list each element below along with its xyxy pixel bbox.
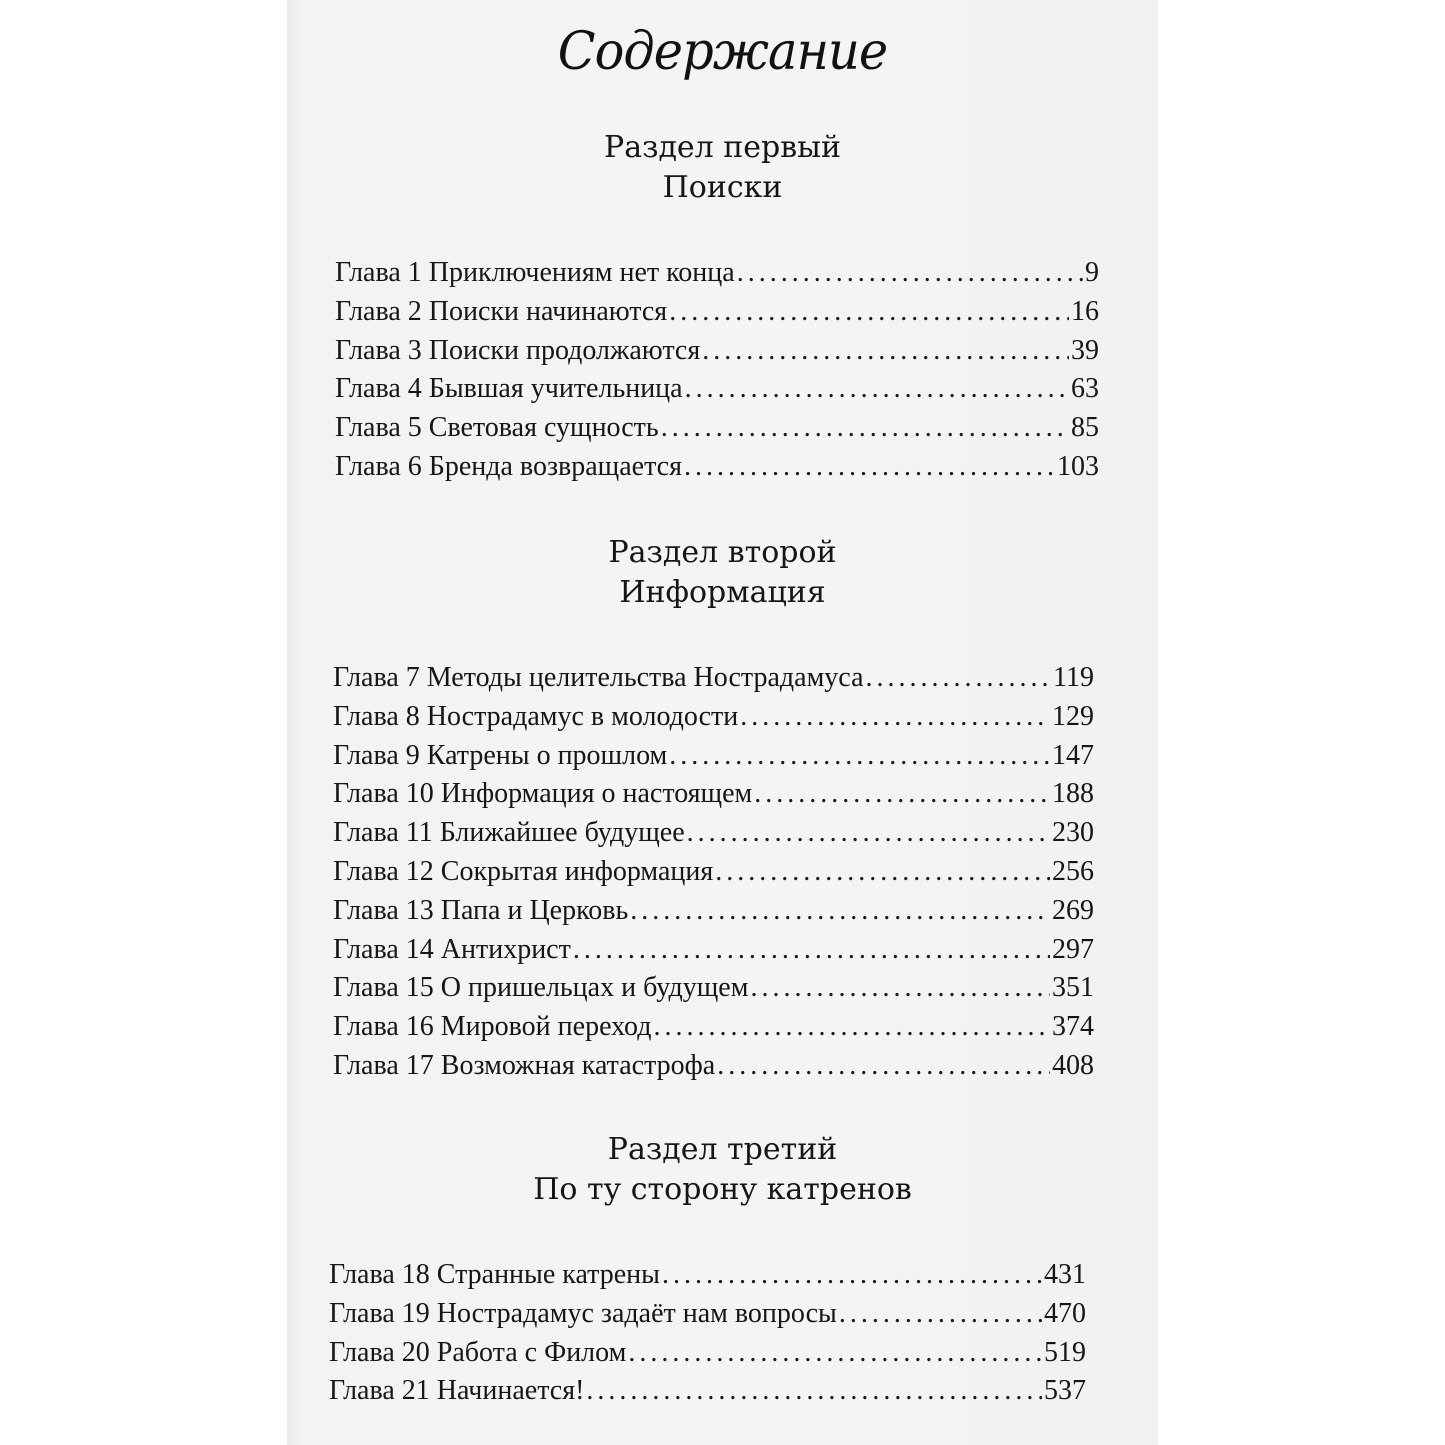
toc-entry[interactable] (335, 293, 1099, 332)
page-title: Содержание (557, 22, 888, 82)
dot-leader (661, 409, 1069, 448)
toc-entry[interactable] (335, 370, 1099, 409)
section-subtitle: По ту сторону катренов (533, 1172, 912, 1207)
dot-leader (669, 293, 1069, 332)
section-heading-2 (287, 533, 1158, 613)
dot-leader (685, 370, 1069, 409)
page-number: 230 (1052, 817, 1094, 849)
dot-leader (628, 1334, 1042, 1373)
chapter-title: Глава 21 Начинается! (329, 1375, 585, 1407)
chapter-title: Глава 11 Ближайшее будущее (333, 817, 685, 849)
toc-entry[interactable] (335, 448, 1099, 487)
page-number: 519 (1044, 1336, 1086, 1368)
dot-leader (754, 775, 1050, 814)
chapter-title: Глава 5 Световая сущность (335, 412, 659, 444)
chapter-title: Глава 16 Мировой переход (333, 1011, 652, 1043)
page-number: 103 (1057, 450, 1099, 482)
toc-entry[interactable] (333, 775, 1094, 814)
toc-entry[interactable] (335, 254, 1099, 293)
chapter-title: Глава 3 Поиски продолжаются (335, 334, 701, 366)
chapter-title: Глава 2 Поиски начинаются (335, 295, 668, 327)
chapter-title: Глава 14 Антихрист (333, 933, 571, 965)
page-number: 374 (1052, 1011, 1094, 1043)
toc-entry[interactable] (333, 1047, 1094, 1086)
section-label: Раздел первый (604, 130, 841, 165)
chapter-title: Глава 1 Приключениям нет конца (335, 257, 735, 288)
chapter-title: Глава 9 Катрены о прошлом (333, 739, 668, 771)
chapter-title: Глава 13 Папа и Церковь (333, 894, 629, 926)
page-number: 147 (1052, 739, 1094, 771)
dot-leader (687, 814, 1050, 853)
dot-leader (662, 1256, 1042, 1295)
page-number: 9 (1085, 257, 1099, 288)
chapter-title: Глава 17 Возможная катастрофа (333, 1049, 716, 1081)
page-number: 63 (1071, 373, 1099, 405)
toc-entry[interactable] (333, 698, 1094, 737)
toc-list-section-1 (335, 254, 1099, 487)
toc-entry[interactable] (333, 814, 1094, 853)
section-label: Раздел третий (607, 1132, 838, 1167)
toc-entry[interactable] (335, 409, 1099, 448)
dot-leader (839, 1295, 1042, 1334)
page-number: 129 (1052, 700, 1094, 732)
page-number: 269 (1052, 894, 1094, 926)
toc-entry[interactable] (335, 332, 1099, 371)
chapter-title: Глава 10 Информация о настоящем (333, 778, 753, 810)
chapter-title: Глава 19 Нострадамус задаёт нам вопросы (329, 1297, 837, 1329)
page-number: 408 (1052, 1049, 1094, 1081)
page-number: 188 (1052, 778, 1094, 810)
toc-entry[interactable] (333, 969, 1094, 1008)
page-number: 16 (1071, 295, 1099, 327)
page-number: 297 (1052, 933, 1094, 965)
toc-entry[interactable] (329, 1334, 1086, 1373)
toc-entry[interactable] (329, 1372, 1086, 1411)
toc-entry[interactable] (333, 931, 1094, 970)
chapter-title: Глава 8 Нострадамус в молодости (333, 700, 739, 732)
page-number: 537 (1044, 1375, 1086, 1407)
dot-leader (717, 1047, 1050, 1086)
page-number: 39 (1071, 334, 1099, 366)
chapter-title: Глава 18 Странные катрены (329, 1259, 660, 1290)
dot-leader (740, 698, 1050, 737)
toc-entry[interactable] (333, 1008, 1094, 1047)
dot-leader (684, 448, 1055, 487)
dot-leader (573, 931, 1050, 970)
dot-leader (750, 969, 1050, 1008)
dot-leader (654, 1008, 1051, 1047)
section-heading-3 (287, 1130, 1158, 1210)
page-number: 431 (1044, 1259, 1086, 1290)
dot-leader (702, 332, 1069, 371)
chapter-title: Глава 6 Бренда возвращается (335, 450, 682, 482)
chapter-title: Глава 7 Методы целительства Нострадамуса (333, 662, 864, 693)
chapter-title: Глава 15 О пришельцах и будущем (333, 972, 749, 1004)
section-heading-1 (287, 128, 1158, 208)
dot-leader (866, 659, 1052, 698)
book-page (287, 0, 1158, 1445)
toc-entry[interactable] (333, 737, 1094, 776)
dot-leader (715, 853, 1050, 892)
toc-list-section-2 (333, 659, 1094, 1086)
page-number: 470 (1044, 1297, 1086, 1329)
section-label: Раздел второй (608, 535, 837, 570)
dot-leader (586, 1372, 1042, 1411)
page-number: 119 (1053, 662, 1094, 693)
section-subtitle: Информация (619, 575, 826, 610)
toc-entry[interactable] (333, 853, 1094, 892)
toc-entry[interactable] (333, 659, 1094, 698)
page-number: 351 (1052, 972, 1094, 1004)
toc-entry[interactable] (329, 1256, 1086, 1295)
page-number: 85 (1071, 412, 1099, 444)
chapter-title: Глава 20 Работа с Филом (329, 1336, 627, 1368)
dot-leader (737, 254, 1083, 293)
section-subtitle: Поиски (662, 170, 783, 205)
chapter-title: Глава 12 Сокрытая информация (333, 855, 714, 887)
toc-entry[interactable] (333, 892, 1094, 931)
page-number: 256 (1052, 855, 1094, 887)
toc-entry[interactable] (329, 1295, 1086, 1334)
dot-leader (669, 737, 1050, 776)
dot-leader (630, 892, 1050, 931)
chapter-title: Глава 4 Бывшая учительница (335, 373, 683, 405)
toc-list-section-3 (329, 1256, 1086, 1411)
